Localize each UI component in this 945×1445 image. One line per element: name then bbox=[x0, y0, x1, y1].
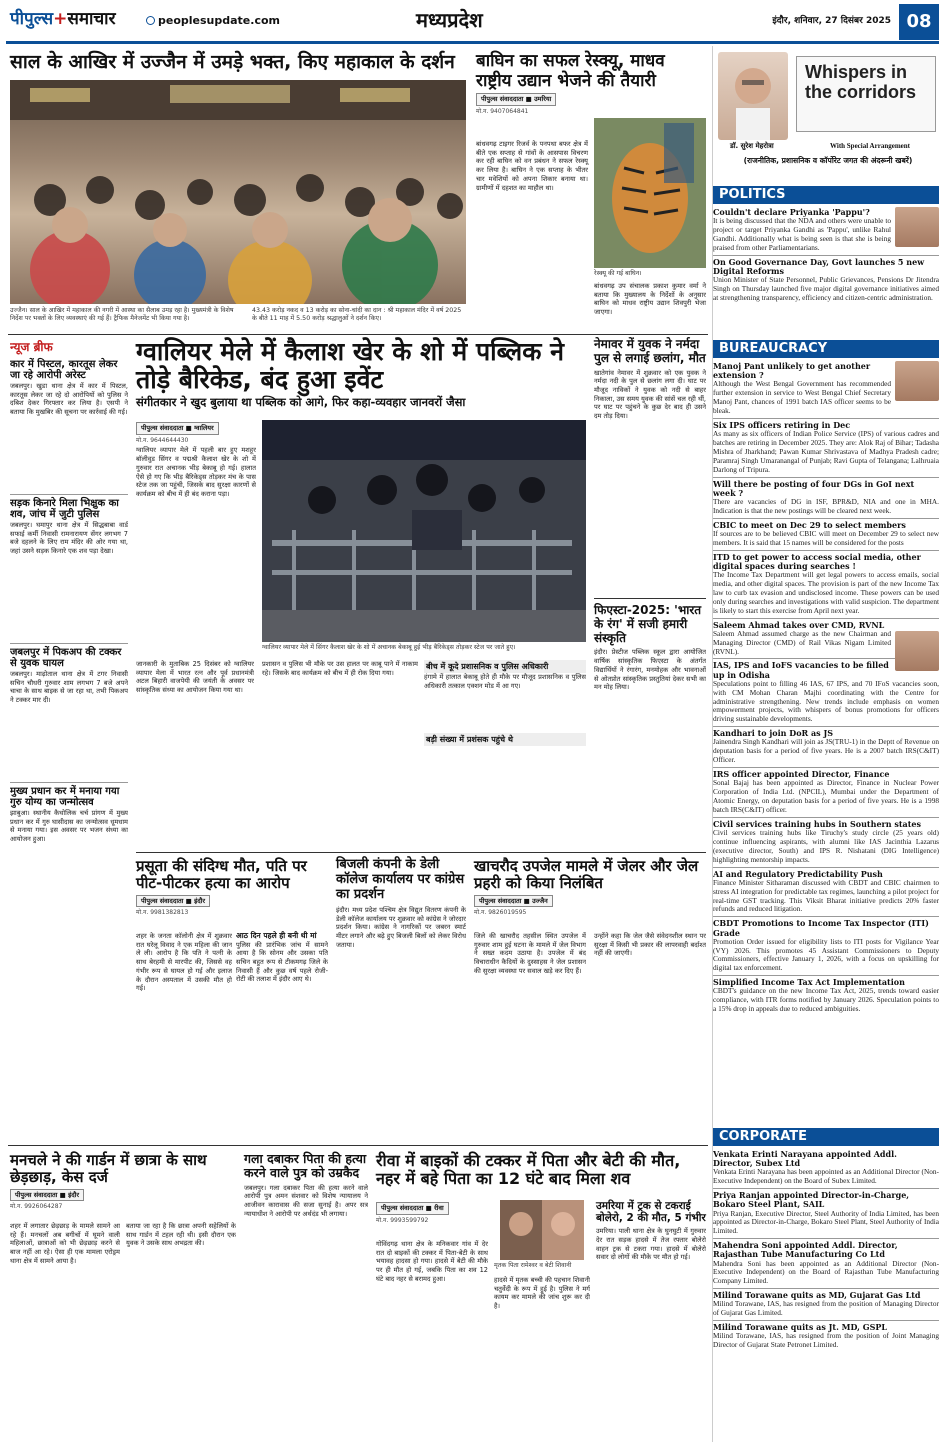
divider bbox=[136, 852, 706, 853]
bureaucracy-headline: CBIC to meet on Dec 29 to select members bbox=[713, 519, 906, 530]
bijli-headline: बिजली कंपनी के डेली कॉलेज कार्यालय पर कांग्रेस का प्रदर्शन bbox=[336, 857, 465, 902]
bureaucracy-headline: Saleem Ahmad takes over CMD, RVNL bbox=[713, 619, 885, 630]
story-chhatra bbox=[10, 1152, 236, 1213]
bureaucracy-text: There are vacancies of DG in ISF, BPR&D, NIA and one in MHA. Indication is that the new postings will be cleared next week. bbox=[713, 496, 939, 515]
bureaucracy-headline: Kandhari to join DoR as JS bbox=[713, 728, 834, 739]
divider bbox=[713, 1238, 939, 1239]
bureaucracy-headline: IAS, IPS and IoFS vacancies to be filled up in Odisha bbox=[713, 660, 889, 680]
section-politics: POLITICS bbox=[713, 186, 939, 204]
tiger-photo-art bbox=[594, 118, 706, 268]
bureaucracy-headline: Civil services training hubs in Southern states bbox=[713, 818, 922, 829]
ujjain-caption-1: उज्जैन। साल के आखिर में महाकाल की नगरी में आस्था का सैलाब उमड़ रहा है। मुख्यमंत्री के विशेष निर्देश पर भक्तों के लिए व्यवस्थाएं की गई हैं। ट्रैफिक मैनेजमेंट भी किया गया है। bbox=[10, 307, 234, 323]
prasuta-body: शहर के जनता कॉलोनी क्षेत्र में शुक्रवार रात घरेलू विवाद ने एक महिला की जान ले ली। आरोप है कि पति ने पत्नी के साथ बेरहमी से मारपीट की, जिससे वह गंभीर रूप से घायल हो गई और इलाज के दौरान अस्पताल में उसकी मौत हो गई। bbox=[136, 932, 232, 993]
story-ujjain bbox=[10, 52, 466, 74]
bureaucracy-headline: Simplified Income Tax Act Implementation bbox=[713, 977, 905, 988]
politics-text: It is being discussed that the NDA and others were unable to project or target Priyanka Gandhi as 'Pappu', unlike Rahul Gandhi. Additionally what is being seen is that she is being praised from other Parliamentarians. bbox=[713, 216, 891, 252]
jail-byline: पीपुल्स संवाददाता ■ उज्जैन bbox=[474, 895, 553, 908]
chhatra-mobile: मो.न. 9926064287 bbox=[10, 1203, 63, 1211]
rewa-mobile: मो.न. 9993599792 bbox=[376, 1216, 429, 1224]
divider bbox=[713, 1188, 939, 1189]
bureaucracy-text: If sources are to be believed CBIC will meet on December 29 to select new members. It is said that 15 names will be considered for the posts bbox=[713, 528, 939, 547]
brand-logo: पीपुल्स+समाचार bbox=[10, 9, 116, 29]
brief-text: जबलपुर। घमापुर थाना क्षेत्र में सिद्धबाबा वार्ड सफाई कर्मी निवासी रामनारायण सेंगर लगभग 7 बजे दहलने के लिए राम मंदिर की ओर गया था, जहां उसने सड़क किनारे एक शव पड़ा देखा। bbox=[10, 520, 128, 555]
divider bbox=[713, 767, 939, 768]
gwalior-body-2: जानकारी के मुताबिक 25 दिसंबर को ग्वालियर व्यापार मेला में भारत रत्न और पूर्व प्रधानमंत्री अटल बिहारी वाजपेयी की जयंती के अवसर पर सांस्कृतिक संध्या का आयोजन किया गया था। bbox=[136, 660, 254, 695]
gwalior-box-title: बीच में कूदे प्रशासनिक व पुलिस अधिकारी bbox=[424, 660, 586, 673]
prasuta-body-2: पुलिस की प्रारंभिक जांच में सामने आया है कि सोनम और उसका पति सचिन बहुत रूप से टीकमगढ़ जिले के निवासी हैं और कुछ वर्ष पहले रोजी-रोटी की तलाश में इंदौर आए थे। bbox=[236, 940, 328, 984]
whispers-brand: Whispers in the corridors bbox=[805, 62, 917, 102]
divider bbox=[10, 643, 128, 644]
masthead bbox=[6, 4, 939, 44]
bureaucracy-text: CBDT's guidance on the new Income Tax Act, 2025, trends toward easier compliance, with ITR forms notified by January 2026. Speculation points to a 15% drop in appeals due to reduced ambiguities. bbox=[713, 986, 939, 1014]
ujjain-headline: साल के आखिर में उज्जैन में उमड़े भक्त, किए महाकाल के दर्शन bbox=[10, 51, 455, 73]
divider bbox=[594, 598, 706, 599]
arrangement-note: With Special Arrangement bbox=[830, 142, 910, 150]
columnist-photo bbox=[718, 52, 788, 140]
gwalior-headline: ग्वालियर मेले में कैलाश खेर के शो में पब्लिक ने तोड़े बैरिकेड, बंद हुआ इवेंट bbox=[136, 337, 565, 394]
rewa-photo-art bbox=[500, 1200, 584, 1260]
rewa-byline: पीपुल्स संवाददाता ■ रीवा bbox=[376, 1202, 449, 1215]
tiger-byline: पीपुल्स संवाददाता ■ उमरिया bbox=[476, 93, 556, 106]
corporate-headline: Priya Ranjan appointed Director-in-Charge, Bokaro Steel Plant, SAIL bbox=[713, 1190, 910, 1210]
politics-headline: Couldn't declare Priyanka 'Pappu'? bbox=[713, 207, 870, 217]
divider bbox=[10, 782, 128, 783]
whispers-tagline: (राजनीतिक, प्रशासनिक व कॉर्पोरेट जगत की अंदरूनी खबरें) bbox=[743, 156, 913, 165]
whispers-logo bbox=[796, 56, 936, 132]
bureaucracy-text: As many as six officers of Indian Police Service (IPS) of various cadres and batches are retiring in December 2025. They are: Alok Raj of Bihar; Tadasha Mishra of Jharkhand; Pawan Kumar Shrivastava of Madhya Pradesh cadre; Paramraj Singh Umaranangal of Punjab; Ravi Gupta of Telangana; Lalhruaia Darlong of Tripura. bbox=[713, 429, 939, 474]
prasuta-byline: पीपुल्स संवाददाता ■ इंदौर bbox=[136, 895, 210, 908]
rewa-body: गोविंदगढ़ थाना क्षेत्र के मनिकवार गांव में देर रात दो बाइकों की टक्कर में पिता-बेटी के साथ भयावह हादसा हो गया। हादसे में बेटी की मौके पर ही मौत हो गई, जबकि पिता का शव 12 घंटे बाद नहर से बरामद हुआ। bbox=[376, 1240, 488, 1283]
gwalior-sidebox bbox=[424, 660, 586, 746]
drown-headline: नेमावर में युवक ने नर्मदा पुल से लगाई छलांग, मौत bbox=[594, 337, 706, 365]
page-number: 08 bbox=[899, 4, 939, 40]
rewa-headline: रीवा में बाइकों की टक्कर में पिता और बेटी की मौत, नहर में बहे पिता का 12 घंटे बाद मिला शव bbox=[376, 1151, 681, 1189]
gwalior-body-3: प्रशासन व पुलिस भी मौके पर उस हालत पर काबू पाने में नाकाम रहे। जिसके बाद कार्यक्रम को बीच में ही रोक दिया गया। bbox=[262, 660, 418, 677]
prasuta-mobile: मो.न. 9981382813 bbox=[136, 909, 189, 917]
tiger-body: बांधवगढ़ टाइगर रिजर्व के पनपथा बफर क्षेत्र में बीते एक सप्ताह से गांवों के आसपास विचरण कर रही बाघिन को वन प्रबंधन ने सफल रेस्क्यू कर लिया है। बाघिन ने एक सप्ताह के भीतर चार मवेशियों को अपना शिकार बनाया था। ग्रामीणों में दहशत का माहौल था। bbox=[476, 140, 588, 192]
columnist-name: डॉ. सुरेश मेहरोत्रा bbox=[730, 142, 774, 150]
gwalior-box-title-2: बड़ी संख्या में प्रशंसक पहुंचे थे bbox=[424, 733, 586, 746]
gwalior-caption: ग्वालियर व्यापार मेले में सिंगर कैलाश खेर के शो में अचानक बेकाबू हुई भीड़ बैरिकेड्स तोड़कर स्टेज पर जाते हुए। bbox=[262, 644, 516, 651]
news-photo bbox=[895, 631, 939, 671]
divider bbox=[713, 975, 939, 976]
tiger-body-2: बांधवगढ़ उप संचालक प्रकाश कुमार वर्मा ने बताया कि मुख्यालय के निर्देशों के अनुसार बाघिन को माधव राष्ट्रीय उद्यान शिवपुरी भेजा जाएगा। bbox=[594, 282, 706, 317]
site-url[interactable] bbox=[146, 14, 280, 29]
divider bbox=[713, 867, 939, 868]
corporate-list bbox=[713, 1148, 939, 1440]
gwalior-byline: पीपुल्स संवाददाता ■ ग्वालियर bbox=[136, 422, 219, 435]
jail-mobile: मो.न. 9826019595 bbox=[474, 909, 527, 917]
story-rewa bbox=[376, 1152, 706, 1189]
divider bbox=[10, 494, 128, 495]
bureaucracy-headline: Six IPS officers retiring in Dec bbox=[713, 419, 851, 430]
corporate-text: Milind Torawane, IAS, has resigned from the position of Managing Director of Gujarat Gas Limited. bbox=[713, 1299, 939, 1318]
umaria-headline: उमरिया में ट्रक से टकराई बोलेरो, 2 की मौत, 5 गंभीर bbox=[596, 1200, 706, 1225]
bureaucracy-headline: IRS officer appointed Director, Finance bbox=[713, 769, 890, 780]
divider bbox=[713, 618, 939, 619]
bureaucracy-headline: ITD to get power to access social media, other digital spaces during searches ! bbox=[713, 551, 921, 571]
corporate-headline: Mahendra Soni appointed Addl. Director, Rajasthan Tube Manufacturing Co Ltd bbox=[713, 1240, 898, 1260]
gwalior-subhead: संगीतकार ने खुद बुलाया था पब्लिक को आगे, फिर कहा-व्यवहार जानवरों जैसा bbox=[136, 395, 466, 409]
divider bbox=[713, 518, 939, 519]
umaria-body: उमरिया। पाली थाना क्षेत्र के घुनघुटी में गुरुवार देर रात सड़क हादसे में तेज रफ्तार बोलेरो वाहन ट्रक से टकरा गया। हादसे में बोलेरो सवार दो लोगों की मौके पर मौत हो गई। bbox=[596, 1227, 706, 1262]
section-corporate: CORPORATE bbox=[713, 1128, 939, 1146]
prasuta-col2 bbox=[236, 932, 328, 1131]
story-prasuta bbox=[136, 858, 328, 919]
bureaucracy-text: Finance Minister Sitharaman discussed with CBDT and CBIC chairmen to stress AI integration for predictable tax regimes, launching a pilot project for real-time GST tracking. This Viksit Bharat initiative predicts 20% faster refunds and reduced litigation. bbox=[713, 877, 939, 914]
news-photo bbox=[895, 361, 939, 401]
story-pita bbox=[244, 1152, 368, 1394]
news-brief-title: न्यूज ब्रीफ bbox=[10, 340, 53, 354]
bureaucracy-headline: Will there be posting of four DGs in GoI next week ? bbox=[713, 478, 915, 498]
divider bbox=[713, 1320, 939, 1321]
tiger-photo bbox=[594, 118, 706, 268]
ujjain-caption-2: 43.43 करोड़ नकद व 13 करोड़ का सोना-चांदी का दान : श्री महाकाल मंदिर में वर्ष 2025 के बीते 11 माह में 5.50 करोड़ श्रद्धालुओं ने दर्शन किए। bbox=[252, 307, 462, 323]
divider bbox=[8, 334, 708, 335]
story-jail bbox=[474, 858, 706, 919]
jail-headline: खाचरौद उपजेल मामले में जेलर और जेल प्रहरी को किया निलंबित bbox=[474, 857, 699, 893]
divider bbox=[713, 1288, 939, 1289]
bureaucracy-text: Speculations point to filling 46 IAS, 67 IPS, and 70 IFoS vacancies soon, with CM Mohan Charan Majhi coordinating with the Centre for administrative strengthening. New trends include emphasis on women empowerment projects, with whispers of bonus promotions for officers driving sustainable developments. bbox=[713, 678, 939, 724]
divider bbox=[713, 817, 939, 818]
jail-body-2: उन्होंने कहा कि जेल जैसे संवेदनशील स्थान पर सुरक्षा में किसी भी प्रकार की लापरवाही बर्दाश्त नहीं की जाएगी। bbox=[594, 932, 706, 958]
corporate-headline: Milind Torawane quits as MD, Gujarat Gas Ltd bbox=[713, 1290, 921, 1301]
gwalior-mobile: मो.न. 9644644430 bbox=[136, 436, 189, 444]
bureaucracy-headline: CBDT Promotions to Income Tax Inspector (ITI) Grade bbox=[713, 918, 929, 938]
chhatra-body-2: बताया जा रहा है कि छात्रा अपनी सहेलियों के साथ गार्डन में टहल रही थी। इसी दौरान एक युवक ने उसके साथ अभद्रता की। bbox=[126, 1222, 236, 1248]
brand-part1: पीपुल्स bbox=[10, 9, 54, 29]
columnist-photo-art bbox=[718, 52, 788, 140]
brief-text: झाबुआ। स्थानीय कैथोलिक चर्च प्रांगण में मुख्य प्रधान कर में गुरु घासीदास का जन्मोत्सव धूमधाम से मनाया गया। इस अवसर पर भजन संध्या का आयोजन हुआ। bbox=[10, 808, 128, 843]
divider bbox=[713, 418, 939, 419]
story-drown bbox=[594, 338, 706, 594]
bijli-body: इंदौर। मध्य प्रदेश पश्चिम क्षेत्र विद्युत वितरण कंपनी के डेली कॉलेज कार्यालय पर शुक्रवार को कांग्रेस ने जोरदार प्रदर्शन किया। कांग्रेस ने नागरिकों पर जबरन स्मार्ट मीटर लगाने और बढ़े हुए बिजली बिलों को लेकर विरोध जताया। bbox=[336, 905, 466, 949]
story-bijli bbox=[336, 858, 466, 1138]
gwalior-crowd-photo bbox=[262, 420, 586, 642]
prasuta-subhead: आठ दिन पहले ही बनी थी मां bbox=[236, 931, 317, 940]
brief-headline: कार में पिस्टल, कारतूस लेकर जा रहे आरोपी अरेस्ट bbox=[10, 358, 118, 382]
divider bbox=[713, 726, 939, 727]
bureaucracy-text: Civil services training hubs like Tiruchy's study circle (25 years old) continue influencing aspirants, with alumni like IAS Jacinthia Lazarus (executive director, South) and IPS R. Nishatani (DIG Intelligence) highlighting mentorship impacts. bbox=[713, 828, 939, 864]
brief-headline: मुख्य प्रधान कर में मनाया गया गुरु योग्य का जन्मोत्सव bbox=[10, 785, 120, 809]
bureaucracy-text: Saleem Ahmad assumed charge as the new Chairman and Managing Director (CMD) of Rail Vikas Nigam Limited (RVNL). bbox=[713, 628, 891, 656]
prasuta-headline: प्रसूता की संदिग्ध मौत, पति पर पीट-पीटकर हत्या का आरोप bbox=[136, 857, 307, 893]
bureaucracy-text: Although the West Bengal Government has recommended further extension in service to West Bengal Chief Secretary Manoj Pant, chances of 1991 batch IAS officer seems to be bleak. bbox=[713, 379, 891, 416]
gwalior-byline-box bbox=[136, 420, 256, 646]
politics-text: Union Minister of State Personnel, Public Grievances, Pensions Dr Jitendra Singh on Thursday launched five major digital governance initiatives aimed at strengthening transparency, efficiency and citizen-centric administration. bbox=[713, 275, 939, 302]
brief-headline: सड़क किनारे मिला भिक्षुक का शव, जांच में जुटी पुलिस bbox=[10, 497, 119, 521]
corporate-text: Venkata Erinti Narayana has been appointed as an Additional Director (Non-Executive Independent) on the Board of Subex Limited. bbox=[713, 1167, 939, 1186]
fiesta-headline: फिएस्टा-2025: 'भारत के रंग' में सजी हमारी संस्कृति bbox=[594, 603, 702, 645]
divider bbox=[713, 255, 939, 256]
rewa-body-2: हादसे में मृतक बच्ची की पहचान शिवानी चतुर्वेदी के रूप में हुई है। पुलिस ने मर्ग कायम कर मामले की जांच शुरू कर दी है। bbox=[494, 1276, 590, 1311]
story-gwalior bbox=[136, 338, 586, 409]
corporate-text: Milind Torawane, IAS, has resigned from the position of Joint Managing Director of Gujarat State Petronet Limited. bbox=[713, 1331, 939, 1350]
brief-text: जबलपुर। खुडा थाना क्षेत्र में कार में पिस्टल, कारतूस लेकर जा रहे दो आरोपियों को पुलिस ने दबिश देकर गिरफ्तार कर लिया है। एसपी ने बताया कि मुखबिर की सूचना पर कार्रवाई की गई। bbox=[10, 381, 128, 416]
tiger-headline: बाघिन का सफल रेस्क्यू, माधव राष्ट्रीय उद्यान भेजने की तैयारी bbox=[476, 51, 665, 91]
bureaucracy-headline: Manoj Pant unlikely to get another extension ? bbox=[713, 361, 871, 381]
divider bbox=[713, 916, 939, 917]
bureaucracy-text: Sonal Bajaj has been appointed as Director, Finance in Nuclear Power Corporation of India Ltd. (NPCIL), Mumbai under the Department of Atomic Energy, on deputation basis for a period of five years. He is a 1998 batch IRS(C&IT) officer. bbox=[713, 778, 939, 814]
story-fiesta bbox=[594, 604, 706, 848]
story-umaria bbox=[596, 1200, 706, 1407]
brief-item bbox=[10, 647, 128, 780]
corporate-headline: Venkata Erinti Narayana appointed Addl. Director, Subex Ltd bbox=[713, 1149, 897, 1169]
pita-body: जबलपुर। गला दबाकर पिता की हत्या करने वाले आरोपी पुत्र अमन संशवार को विशेष न्यायालय ने आजीवन कारावास की सजा सुनाई है। अपर सत्र न्यायाधीश ने आरोपी पर अर्थदंड भी लगाया। bbox=[244, 1183, 368, 1218]
section-bureaucracy: BUREAUCRACY bbox=[713, 340, 939, 358]
brief-item bbox=[10, 786, 128, 919]
gwalior-photo-art bbox=[262, 420, 586, 642]
jail-body: जिले की खाचरौद तहसील स्थित उपजेल में गुरुवार शाम हुई घटना के मामले में जेल विभाग ने सख्त कदम उठाया है। उपजेल में बंद विचाराधीन कैदियों के दुस्साहस ने जेल प्रशासन की सुरक्षा व्यवस्था पर सवाल खड़े कर दिए हैं। bbox=[474, 932, 586, 975]
corporate-text: Mahendra Soni has been appointed as an Additional Director (Non-Executive Independent) on the Board of Rajasthan Tube Manufacturing Company Limited. bbox=[713, 1258, 939, 1286]
brief-text: जबलपुर। माढ़ोताल थाना क्षेत्र में टगर निवासी सचिन चौधरी गुरुवार शाम लगभग 7 बजे अपने चाचा के साथ बाइक से जा रहा था, तभी पिकअप ने टक्कर मार दी। bbox=[10, 669, 128, 704]
ujjain-crowd-photo bbox=[10, 80, 466, 304]
gwalior-body-4: हंगामे में हालात बेकाबू होते ही मौके पर मौजूद प्रशासनिक व पुलिस अधिकारी तत्काल एक्शन मोड में आ गए। bbox=[424, 673, 586, 690]
politics-headline: On Good Governance Day, Govt launches 5 new Digital Reforms bbox=[713, 256, 925, 276]
tiger-mobile: मो.न. 9407064841 bbox=[476, 107, 529, 115]
bureaucracy-text: Jainendra Singh Kandhari will join as JS(TRU-1) in the Deptt of Revenue on deputation basis for a period of five years. He is a 2007 batch IRS(C&IT) Officer. bbox=[713, 737, 939, 765]
brand-part2: समाचार bbox=[67, 9, 116, 29]
rewa-byline-box bbox=[376, 1200, 488, 1226]
ujjain-photo-art bbox=[10, 80, 466, 304]
tiger-caption: रेस्क्यू की गई बाघिन। bbox=[594, 270, 642, 277]
bureaucracy-text: Promotion Order issued for eligibility lists to ITI posts for Vigilance Year (VY) 2026. This promotes 45 Assistant Commissioners to Deputy Commissioners, effective January 1, 2026, with a focus on upskilling for digital tax enforcement. bbox=[713, 936, 939, 973]
bureaucracy-headline: AI and Regulatory Predictability Push bbox=[713, 868, 883, 879]
divider bbox=[713, 477, 939, 478]
divider bbox=[713, 550, 939, 551]
rewa-photo bbox=[500, 1200, 584, 1260]
chhatra-body: शहर में लगातार छेड़छाड़ के मामले सामने आ रहे हैं। मनचलों अब बगीचों में घूमने वाली महिलाओं, छात्राओं को भी छेड़छाड़ करने से बाज नहीं आ रहे। ऐसा ही एक मामला एरोड्रम थाना क्षेत्र में सामने आया है। bbox=[10, 1222, 120, 1265]
drown-body: खातेगांव नेमावर में शुक्रवार को एक युवक ने नर्मदा नदी के पुल से छलांग लगा दी। घाट पर मौजूद नाविकों ने युवक को नदी से बाहर निकाला, उस समय युवक की सांसें चल रही थीं, पर घाट पर पहुंचने के कुछ देर बाद ही उसने दम तोड़ दिया। bbox=[594, 368, 706, 421]
pita-headline: गला दबाकर पिता की हत्या करने वाले पुत्र को उम्रकैद bbox=[244, 1151, 367, 1181]
news-photo bbox=[895, 207, 939, 247]
story-tiger bbox=[476, 52, 706, 118]
brief-headline: जबलपुर में पिकअप की टक्कर से युवक घायल bbox=[10, 646, 122, 670]
globe-icon bbox=[146, 16, 155, 25]
rewa-caption: मृतक पिता रामेश्वर व बेटी शिवानी bbox=[494, 1262, 572, 1269]
chhatra-headline: मनचले ने की गार्डन में छात्रा के साथ छेड़छाड़, केस दर्ज bbox=[10, 1151, 207, 1187]
fiesta-body: इंदौर। प्रेस्टीज पब्लिक स्कूल द्वारा आयोजित वार्षिक सांस्कृतिक फिएस्टा के अंतर्गत विद्यार्थियों ने रंगारंग, मनमोहक और भावनाओं से ओतप्रोत सांस्कृतिक प्रस्तुतियां देकर सभी का मन मोह लिया। bbox=[594, 648, 706, 692]
section-title: मध्यप्रदेश bbox=[416, 8, 483, 32]
politics-list bbox=[713, 206, 939, 338]
divider bbox=[8, 1145, 708, 1146]
gwalior-body-1: ग्वालियर व्यापार मेले में पहली बार हुए मशहूर बॉलीवुड सिंगर व पद्मश्री कैलाश खेर के शो में गुरुवार रात अचानक भीड़ बेकाबू हो गई। हालात ऐसे हो गए कि भीड़ बैरिकेड्स तोड़कर मंच के पास स्टेज तक जा पहुंची, जिसके बाद सुरक्षा कारणों से कार्यक्रम को बीच में ही बंद कराना पड़ा। bbox=[136, 446, 256, 498]
brief-item bbox=[10, 359, 128, 492]
brief-item bbox=[10, 498, 128, 641]
corporate-text: Priya Ranjan, Executive Director, Steel Authority of India Limited, has been appointed as Director-in-Charge, Bokaro Steel Plant, Steel Authority of India Limited. bbox=[713, 1208, 939, 1236]
bureaucracy-text: The Income Tax Department will get legal powers to access emails, social media, and other digital spaces. The provision is part of the new Income Tax law to curb tax evasion and undisclosed income. These powers can be used only during searches and investigations with valid suspicion. The department is likely to start this exercise from April next year. bbox=[713, 570, 939, 615]
corporate-headline: Milind Torawane quits as Jt. MD, GSPL bbox=[713, 1322, 887, 1333]
site-url-text: peoplesupdate.com bbox=[158, 14, 280, 27]
news-brief-column bbox=[10, 340, 128, 950]
chhatra-byline: पीपुल्स संवाददाता ■ इंदौर bbox=[10, 1189, 84, 1202]
dateline: इंदौर, शनिवार, 27 दिसंबर 2025 bbox=[772, 16, 891, 26]
